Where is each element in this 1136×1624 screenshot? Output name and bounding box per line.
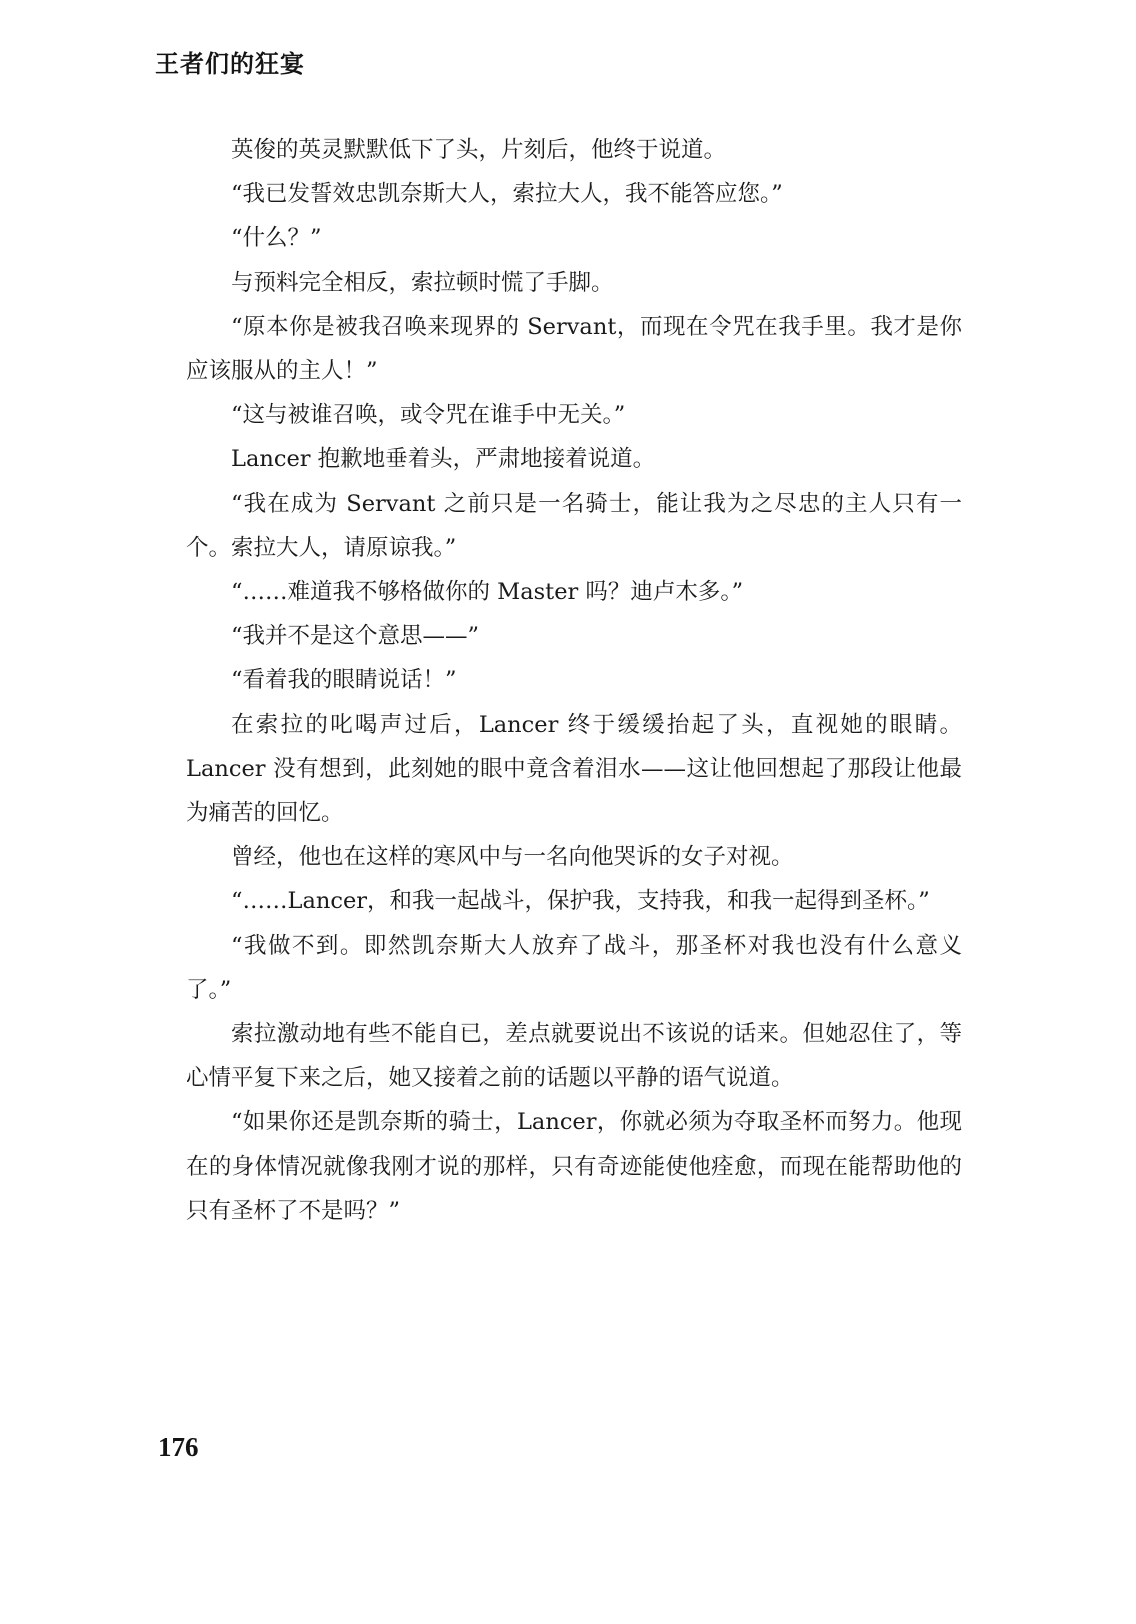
paragraph: “……Lancer，和我一起战斗，保护我，支持我，和我一起得到圣杯。” [231,888,930,915]
paragraph: “这与被谁召唤，或令咒在谁手中无关。” [231,402,626,429]
page-number: 176 [158,1432,199,1462]
paragraph: “我已发誓效忠凯奈斯大人，索拉大人，我不能答应您。” [231,181,783,208]
paragraph: “……难道我不够格做你的 Master 吗？迪卢木多。” [231,579,744,606]
paragraph: 与预料完全相反，索拉顿时慌了手脚。 [231,269,614,296]
paragraph: 索拉激动地有些不能自已，差点就要说出不该说的话来。但她忍住了，等心情平复下来之后，她又接着之前的话题以平静的语气说道。 [186,1021,962,1092]
paragraph: 在索拉的叱喝声过后，Lancer 终于缓缓抬起了头，直视她的眼睛。Lancer 没有想到，此刻她的眼中竟含着泪水——这让他回想起了那段让他最为痛苦的回忆。 [186,711,962,827]
paragraph: “什么？” [231,225,322,252]
paragraph: 曾经，他也在这样的寒风中与一名向他哭诉的女子对视。 [231,844,794,871]
paragraph: Lancer 抱歉地垂着头，严肃地接着说道。 [231,446,656,473]
paragraph: 英俊的英灵默默低下了头，片刻后，他终于说道。 [231,137,727,163]
paragraph: “原本你是被我召唤来现界的 Servant，而现在令咒在我手里。我才是你应该服从的主人！” [186,313,962,385]
running-header-title: 王者们的狂宴 [155,50,305,78]
body-text [186,128,962,1233]
paragraph: “我在成为 Servant 之前只是一名骑士，能让我为之尽忠的主人只有一个。索拉大人，请原谅我。” [186,490,962,561]
paragraph: “看着我的眼睛说话！” [231,667,457,694]
paragraph: “我做不到。即然凯奈斯大人放弃了战斗，那圣杯对我也没有什么意义了。” [186,932,962,1003]
paragraph: “如果你还是凯奈斯的骑士，Lancer，你就必须为夺取圣杯而努力。他现在的身体情况就像我刚才说的那样，只有奇迹能使他痊愈，而现在能帮助他的只有圣杯了不是吗？” [186,1109,962,1224]
paragraph: “我并不是这个意思——” [231,623,480,650]
